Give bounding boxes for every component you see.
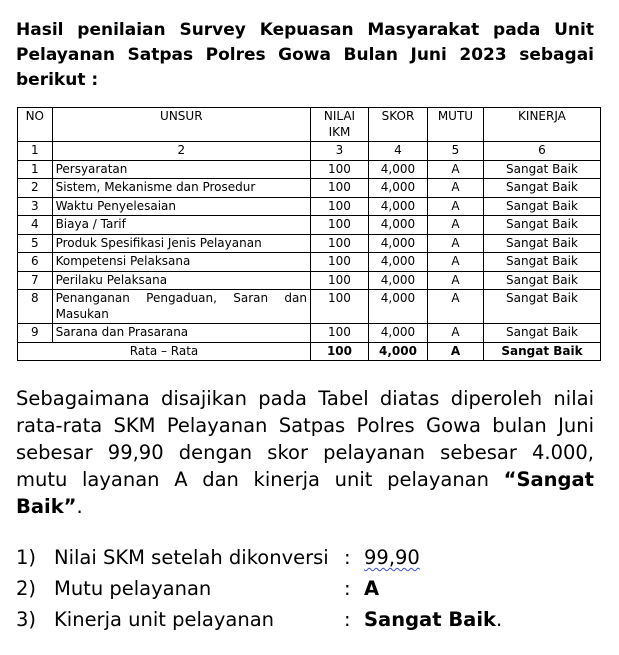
- cell-nilai: 100: [311, 290, 369, 324]
- summary-number: 3): [16, 608, 37, 631]
- cell-skor: 4,000: [368, 197, 427, 216]
- summary-item: [16, 542, 606, 573]
- cell-skor: 4,000: [368, 324, 427, 343]
- cell-mutu: A: [427, 216, 483, 235]
- table-row: [18, 324, 601, 343]
- paragraph-text: Sebagaimana disajikan pada Tabel diatas diperoleh nilai rata-rata SKM Pelayanan Satpas Polres Gowa bulan Juni sebesar 99,90 dengan skor pelayanan sebesar 4.000, mutu layanan A dan kinerja unit pelayanan: [16, 387, 594, 491]
- cell-kinerja: Sangat Baik: [483, 216, 600, 235]
- summary-value: A: [364, 577, 380, 600]
- cell-unsur: Produk Spesifikasi Jenis Pelayanan: [52, 234, 310, 253]
- summary-number: 2): [16, 577, 37, 600]
- column-number-row: [18, 142, 601, 161]
- summary-colon: :: [344, 608, 351, 631]
- col-number: 5: [427, 142, 483, 161]
- header-nilai-ikm: NILAI IKM: [311, 108, 369, 142]
- cell-mutu: A: [427, 179, 483, 198]
- cell-skor: 4,000: [368, 216, 427, 235]
- average-skor: 4,000: [368, 342, 427, 361]
- cell-kinerja: Sangat Baik: [483, 290, 600, 324]
- average-mutu: A: [427, 342, 483, 361]
- average-kinerja: Sangat Baik: [483, 342, 600, 361]
- cell-nilai: 100: [311, 179, 369, 198]
- cell-skor: 4,000: [368, 234, 427, 253]
- cell-kinerja: Sangat Baik: [483, 234, 600, 253]
- summary-colon: :: [344, 546, 351, 569]
- cell-no: 6: [18, 253, 53, 272]
- summary-colon: :: [344, 577, 351, 600]
- summary-item: [16, 573, 606, 604]
- cell-no: 9: [18, 324, 53, 343]
- cell-unsur: Persyaratan: [52, 160, 310, 179]
- summary-value: 99,90: [364, 546, 420, 569]
- paragraph-end: .: [76, 495, 83, 518]
- table-row: [18, 160, 601, 179]
- cell-unsur: Sarana dan Prasarana: [52, 324, 310, 343]
- table-row: [18, 179, 601, 198]
- table-row: [18, 234, 601, 253]
- summary-item: [16, 604, 606, 635]
- summary-number: 1): [16, 546, 37, 569]
- average-label: Rata – Rata: [18, 342, 311, 361]
- average-row: [18, 342, 601, 361]
- cell-unsur: Biaya / Tarif: [52, 216, 310, 235]
- table-row: [18, 216, 601, 235]
- table-row: [18, 271, 601, 290]
- cell-unsur: Perilaku Pelaksana: [52, 271, 310, 290]
- cell-nilai: 100: [311, 197, 369, 216]
- cell-mutu: A: [427, 290, 483, 324]
- cell-no: 4: [18, 216, 53, 235]
- cell-kinerja: Sangat Baik: [483, 160, 600, 179]
- header-kinerja: KINERJA: [483, 108, 600, 142]
- cell-kinerja: Sangat Baik: [483, 271, 600, 290]
- cell-mutu: A: [427, 271, 483, 290]
- cell-mutu: A: [427, 160, 483, 179]
- cell-kinerja: Sangat Baik: [483, 197, 600, 216]
- summary-trail: .: [496, 608, 503, 631]
- cell-no: 3: [18, 197, 53, 216]
- cell-nilai: 100: [311, 324, 369, 343]
- cell-nilai: 100: [311, 253, 369, 272]
- heading: Hasil penilaian Survey Kepuasan Masyarakat pada Unit Pelayanan Satpas Polres Gowa Bulan Juni 2023 sebagai berikut :: [16, 20, 594, 90]
- col-number: 2: [52, 142, 310, 161]
- summary-value: Sangat Baik: [364, 608, 496, 631]
- cell-skor: 4,000: [368, 179, 427, 198]
- cell-kinerja: Sangat Baik: [483, 179, 600, 198]
- cell-skor: 4,000: [368, 290, 427, 324]
- table-row: [18, 253, 601, 272]
- cell-no: 2: [18, 179, 53, 198]
- header-no: NO: [18, 108, 53, 142]
- paragraph-highlight: “Sangat Baik”: [16, 468, 594, 518]
- summary-list: [16, 542, 606, 635]
- cell-kinerja: Sangat Baik: [483, 253, 600, 272]
- summary-label: Kinerja unit pelayanan: [54, 608, 275, 631]
- cell-unsur: Waktu Penyelesaian: [52, 197, 310, 216]
- cell-no: 7: [18, 271, 53, 290]
- table-header-row: [18, 108, 601, 142]
- average-nilai: 100: [311, 342, 369, 361]
- col-number: 6: [483, 142, 600, 161]
- col-number: 3: [311, 142, 369, 161]
- cell-nilai: 100: [311, 234, 369, 253]
- header-unsur: UNSUR: [52, 108, 310, 142]
- table-row: [18, 197, 601, 216]
- cell-mutu: A: [427, 253, 483, 272]
- cell-kinerja: Sangat Baik: [483, 324, 600, 343]
- survey-table: [17, 107, 601, 361]
- cell-no: 1: [18, 160, 53, 179]
- cell-mutu: A: [427, 197, 483, 216]
- cell-unsur: Sistem, Mekanisme dan Prosedur: [52, 179, 310, 198]
- cell-unsur: Penanganan Pengaduan, Saran dan Masukan: [52, 290, 310, 324]
- cell-nilai: 100: [311, 216, 369, 235]
- col-number: 4: [368, 142, 427, 161]
- cell-skor: 4,000: [368, 160, 427, 179]
- cell-mutu: A: [427, 324, 483, 343]
- cell-nilai: 100: [311, 160, 369, 179]
- cell-mutu: A: [427, 234, 483, 253]
- conclusion-paragraph: [16, 385, 594, 520]
- col-number: 1: [18, 142, 53, 161]
- cell-no: 8: [18, 290, 53, 324]
- table-row: [18, 290, 601, 324]
- header-mutu: MUTU: [427, 108, 483, 142]
- cell-unsur: Kompetensi Pelaksana: [52, 253, 310, 272]
- cell-no: 5: [18, 234, 53, 253]
- cell-nilai: 100: [311, 271, 369, 290]
- summary-label: Nilai SKM setelah dikonversi: [54, 546, 329, 569]
- summary-label: Mutu pelayanan: [54, 577, 212, 600]
- header-skor: SKOR: [368, 108, 427, 142]
- cell-skor: 4,000: [368, 253, 427, 272]
- cell-skor: 4,000: [368, 271, 427, 290]
